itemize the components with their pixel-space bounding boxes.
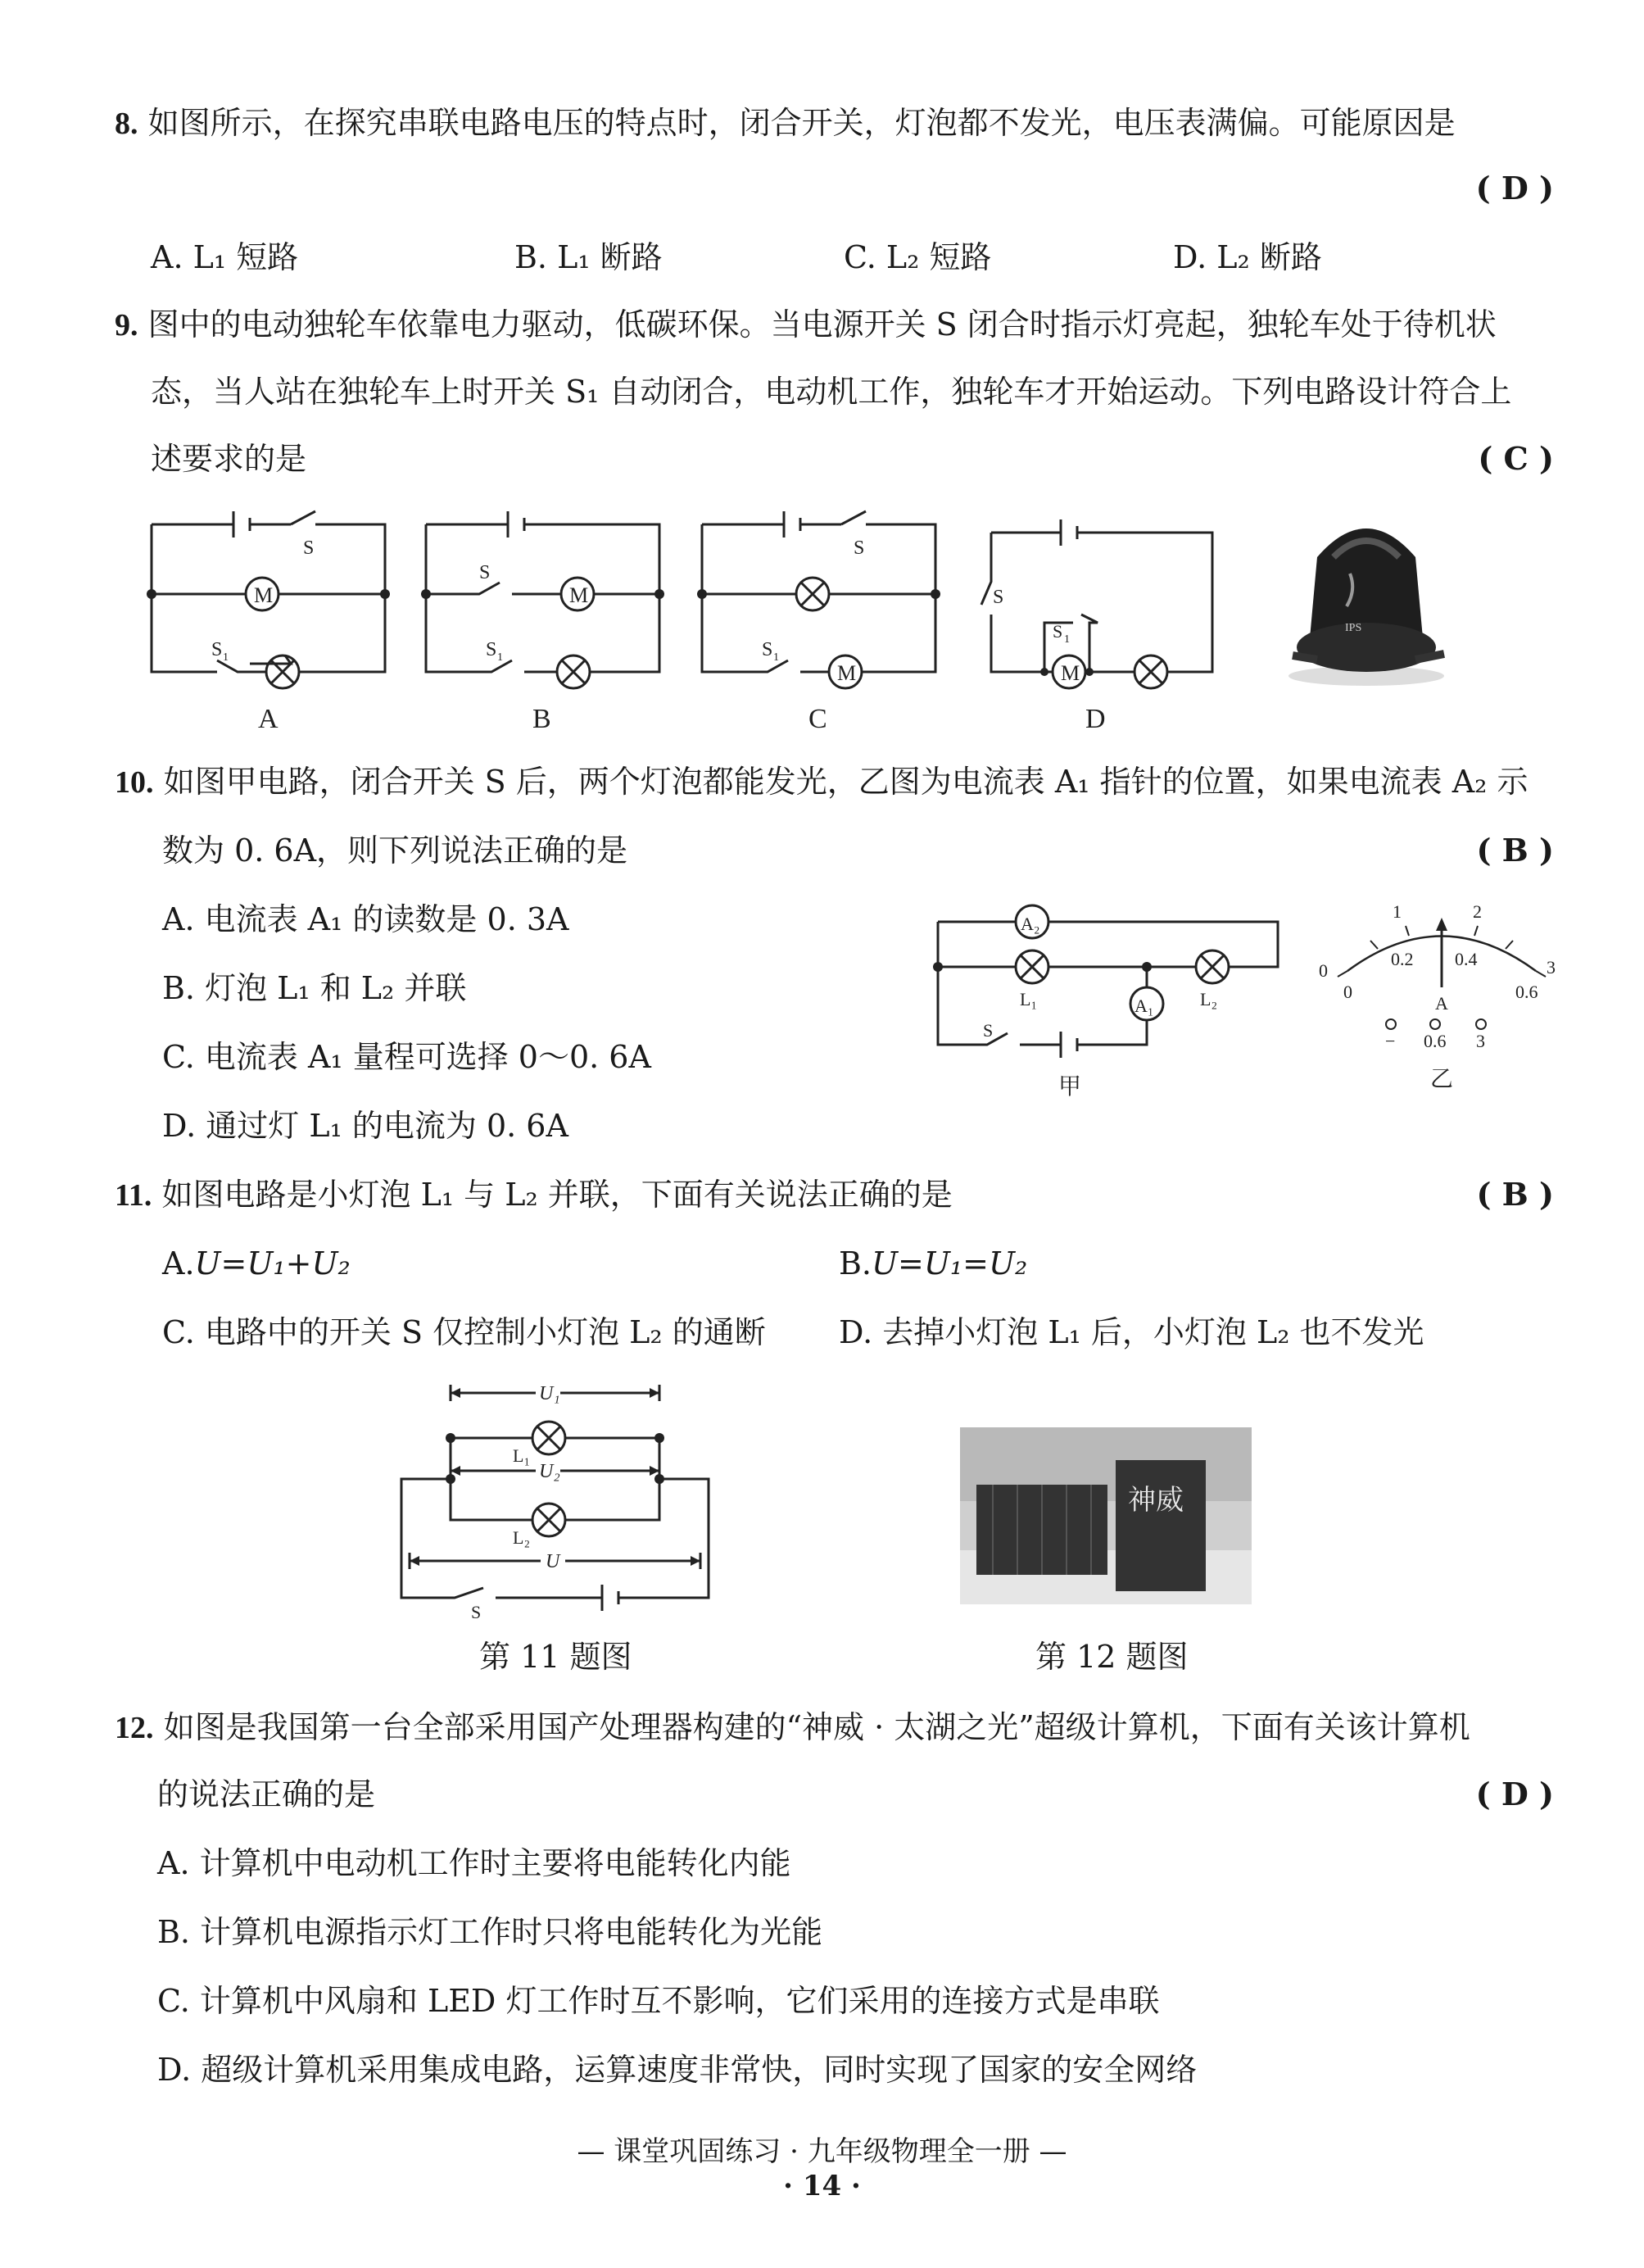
svg-text:0.6: 0.6	[1515, 982, 1538, 1002]
q10-option-c: C. 电流表 A₁ 量程可选择 0～0. 6A	[162, 1039, 651, 1075]
svg-text:S: S	[211, 639, 223, 660]
q11-answer: ( B )	[1476, 1176, 1554, 1213]
q9-circuit-b	[414, 500, 676, 737]
unicycle-brand: IPS	[1345, 622, 1362, 634]
svg-text:L₂: L₂	[1200, 989, 1218, 1009]
q9-text-1: 图中的电动独轮车依靠电力驱动，低碳环保。当电源开关 S 闭合时指示灯亮起，独轮车处于待机状	[147, 306, 1497, 342]
q10-option-b: B. 灯泡 L₁ 和 L₂ 并联	[162, 970, 467, 1006]
svg-text:S: S	[303, 538, 315, 559]
svg-text:S: S	[762, 639, 773, 660]
svg-text:S: S	[471, 1602, 482, 1622]
svg-text:S: S	[1053, 621, 1063, 642]
q11-text: 如图电路是小灯泡 L₁ 与 L₂ 并联，下面有关说法正确的是	[161, 1177, 953, 1213]
q10-circuit-jia	[926, 897, 1302, 1110]
page-number: · 14 ·	[783, 2170, 861, 2202]
q12-text-1: 如图是我国第一台全部采用国产处理器构建的“神威 · 太湖之光”超级计算机，下面有关该计算机	[163, 1709, 1470, 1745]
q8-answer: ( D )	[1475, 170, 1554, 206]
svg-text:−: −	[1385, 1031, 1396, 1051]
q12-option-d: D. 超级计算机采用集成电路，运算速度非常快，同时实现了国家的安全网络	[157, 2052, 1198, 2088]
q10-answer: ( B )	[1476, 832, 1554, 869]
q8-stem	[115, 105, 1456, 142]
q8-option-b: B. L₁ 断路	[514, 239, 663, 275]
q10-option-a: A. 电流表 A₁ 的读数是 0. 3A	[162, 901, 569, 937]
q11-option-a-formula: U=U₁+U₂	[194, 1245, 351, 1281]
q9-stem-line3: 述要求的是	[151, 441, 307, 477]
q11-u1-label: U₁	[539, 1383, 560, 1404]
svg-text:1: 1	[1393, 901, 1402, 922]
q10-stem-line2: 数为 0. 6A，则下列说法正确的是	[162, 832, 628, 869]
q11-u2-label: U₂	[539, 1461, 560, 1482]
q11-caption: 第 11 题图	[479, 1639, 632, 1675]
q8-option-d: D. L₂ 断路	[1173, 239, 1322, 275]
svg-text:S: S	[479, 562, 491, 583]
svg-text:M: M	[837, 661, 857, 685]
svg-text:S: S	[983, 1020, 994, 1041]
svg-text:1: 1	[223, 651, 229, 664]
svg-text:S: S	[854, 538, 865, 559]
q11-stem	[115, 1177, 953, 1213]
q10-text-1: 如图甲电路，闭合开关 S 后，两个灯泡都能发光，乙图为电流表 A₁ 指针的位置，如果电流表 A₂ 示	[163, 764, 1529, 800]
q12-option-b: B. 计算机电源指示灯工作时只将电能转化为光能	[157, 1914, 823, 1950]
q9-stem-line1	[115, 306, 1497, 343]
svg-text:0.2: 0.2	[1391, 949, 1414, 969]
svg-text:S: S	[993, 587, 1004, 608]
q11-circuit	[393, 1377, 721, 1622]
q11-option-b-formula: U=U₁=U₂	[872, 1245, 1028, 1281]
q9-label-c: C	[808, 704, 827, 734]
svg-text:L₁: L₁	[1020, 989, 1038, 1009]
supercomputer-photo	[960, 1427, 1252, 1604]
q11-number: 11.	[115, 1178, 152, 1213]
q9-a-motor-label: M	[254, 583, 274, 607]
q9-circuit-a	[139, 500, 401, 737]
q8-option-c: C. L₂ 短路	[844, 239, 992, 275]
svg-text:2: 2	[1473, 901, 1482, 922]
q10-stem-line1	[115, 764, 1528, 801]
q9-label-b: B	[532, 704, 551, 734]
svg-text:3: 3	[1547, 957, 1556, 978]
svg-text:M: M	[1061, 661, 1080, 685]
q12-stem-line2: 的说法正确的是	[157, 1776, 376, 1812]
q11-option-a: A.U=U₁+U₂	[162, 1245, 351, 1281]
footer-title: — 课堂巩固练习 · 九年级物理全一册 —	[577, 2135, 1067, 2168]
q10-a2-label: A₂	[1021, 914, 1040, 934]
q12-answer: ( D )	[1475, 1776, 1554, 1812]
q10-a1-label: A₁	[1134, 996, 1154, 1016]
q9-answer: ( C )	[1478, 440, 1554, 477]
svg-text:0: 0	[1343, 982, 1352, 1002]
svg-text:1: 1	[497, 651, 503, 664]
q9-number: 9.	[115, 308, 138, 342]
q9-circuit-c	[690, 500, 952, 737]
q10-option-d: D. 通过灯 L₁ 的电流为 0. 6A	[162, 1108, 568, 1144]
q8-option-a: A. L₁ 短路	[151, 239, 299, 275]
photo-calligraphy: 神威	[1128, 1484, 1184, 1517]
q12-caption: 第 12 题图	[1035, 1639, 1189, 1675]
svg-text:3: 3	[1476, 1031, 1485, 1051]
q10-number: 10.	[115, 765, 154, 800]
q9-circuit-d	[967, 500, 1229, 737]
q10-ammeter-yi	[1311, 893, 1573, 1106]
svg-text:1: 1	[773, 651, 779, 664]
q11-option-b: B.U=U₁=U₂	[839, 1245, 1028, 1281]
q10-jia-caption: 甲	[1058, 1074, 1082, 1100]
unicycle-photo	[1268, 508, 1465, 696]
svg-text:0: 0	[1319, 960, 1328, 981]
svg-text:M: M	[569, 583, 589, 607]
svg-text:1: 1	[1064, 633, 1070, 646]
q9-stem-line2: 态，当人站在独轮车上时开关 S₁ 自动闭合，电动机工作，独轮车才开始运动。下列电路设计符合上	[151, 374, 1512, 410]
svg-text:A: A	[1435, 993, 1448, 1014]
svg-text:L₁: L₁	[513, 1445, 531, 1466]
q12-option-c: C. 计算机中风扇和 LED 灯工作时互不影响，它们采用的连接方式是串联	[157, 1983, 1160, 2019]
q9-label-a: A	[258, 704, 279, 734]
q11-option-d: D. 去掉小灯泡 L₁ 后，小灯泡 L₂ 也不发光	[839, 1314, 1424, 1350]
svg-text:0.4: 0.4	[1455, 949, 1478, 969]
q11-option-c: C. 电路中的开关 S 仅控制小灯泡 L₂ 的通断	[162, 1314, 766, 1350]
q11-u-label: U	[546, 1551, 560, 1572]
svg-text:L₂: L₂	[513, 1527, 531, 1548]
q12-stem-line1	[115, 1709, 1470, 1746]
q9-label-d: D	[1085, 704, 1106, 734]
q12-option-a: A. 计算机中电动机工作时主要将电能转化内能	[157, 1845, 791, 1881]
q8-text: 如图所示，在探究串联电路电压的特点时，闭合开关，灯泡都不发光，电压表满偏。可能原因是	[147, 105, 1456, 141]
q8-number: 8.	[115, 107, 138, 141]
svg-text:S: S	[486, 639, 497, 660]
svg-text:0.6: 0.6	[1424, 1031, 1447, 1051]
q12-number: 12.	[115, 1711, 154, 1745]
q10-yi-caption: 乙	[1430, 1067, 1454, 1092]
